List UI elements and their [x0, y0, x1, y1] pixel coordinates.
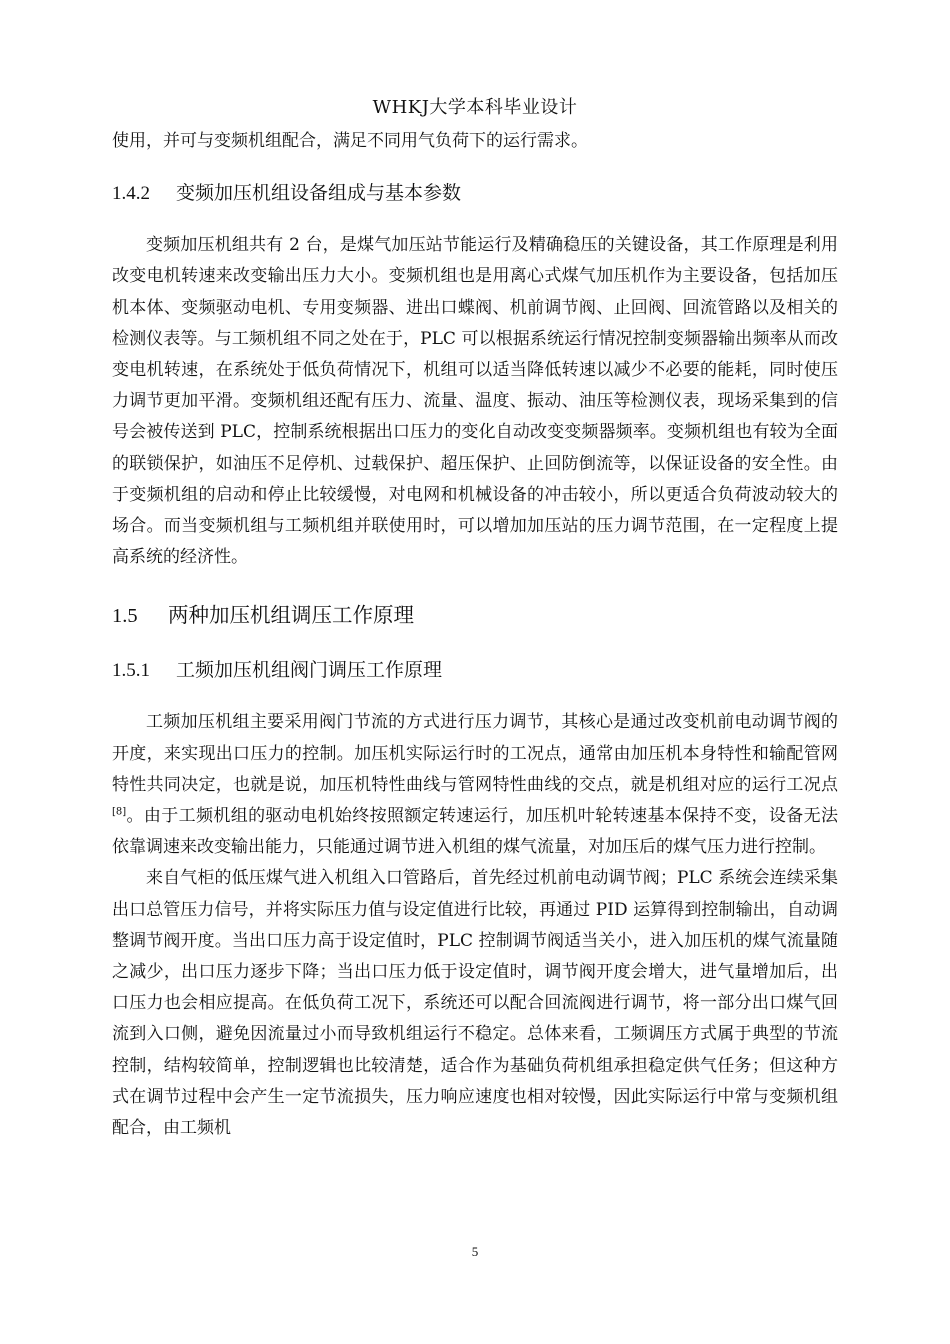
section-heading-1-4-2 [112, 178, 838, 209]
paragraph-text: 。由于工频机组的驱动电机始终按照额定转速运行，加压机叶轮转速基本保持不变，设备无法依靠调速来改变输出能力，只能通过调节进入机组的煤气流量，对加压后的煤气压力进行控制。 [112, 806, 838, 858]
section-heading-1-5-1 [112, 655, 838, 686]
page-number: 5 [471, 1244, 479, 1259]
page-header: WHKJ大学本科毕业设计 [372, 97, 578, 118]
document-body [112, 126, 838, 1144]
paragraph-1-4-2: 变频加压机组共有 2 台，是煤气加压站节能运行及精确稳压的关键设备，其工作原理是利用改变电机转速来改变输出压力大小。变频机组也是用离心式煤气加压机作为主要设备，包括加压机本体、变频驱动电机、专用变频器、进出口蝶阀、机前调节阀、止回阀、回流管路以及相关的检测仪表等。与工频机组不同之处在于，PLC 可以根据系统运行情况控制变频器输出频率从而改变电机转速，在系统处于低负荷情况下，机组可以适当降低转速以减少不必要的能耗，同时使压力调节更加平滑。变频机组还配有压力、流量、温度、振动、油压等检测仪表，现场采集到的信号会被传送到 PLC，控制系统根据出口压力的变化自动改变变频器频率。变频机组也有较为全面的联锁保护，如油压不足停机、过载保护、超压保护、止回防倒流等，以保证设备的安全性。由于变频机组的启动和停止比较缓慢，对电网和机械设备的冲击较小，所以更适合负荷波动较大的场合。而当变频机组与工频机组并联使用时，可以增加加压站的压力调节范围，在一定程度上提高系统的经济性。 [112, 235, 838, 568]
section-heading-1-5 [112, 599, 838, 632]
section-title: 工频加压机组阀门调压工作原理 [176, 659, 443, 682]
section-number: 1.5.1 [112, 660, 150, 682]
paragraph-text: 工频加压机组主要采用阀门节流的方式进行压力调节，其核心是通过改变机前电动调节阀的开度，来实现出口压力的控制。加压机实际运行时的工况点，通常由加压机本身特性和输配管网特性共同决定，也就是说，加压机特性曲线与管网特性曲线的交点，就是机组对应的运行工况点 [112, 712, 838, 795]
section-number: 1.5 [112, 605, 138, 628]
section-title: 变频加压机组设备组成与基本参数 [176, 182, 462, 205]
section-number: 1.4.2 [112, 183, 150, 205]
citation-ref: [8] [112, 806, 127, 818]
paragraph-1-5-1-a [112, 707, 838, 863]
section-title: 两种加压机组调压工作原理 [168, 603, 414, 628]
intro-paragraph: 使用，并可与变频机组配合，满足不同用气负荷下的运行需求。 [112, 131, 588, 151]
paragraph-1-5-1-b: 来自气柜的低压煤气进入机组入口管路后，首先经过机前电动调节阀；PLC 系统会连续采集出口总管压力信号，并将实际压力值与设定值进行比较，再通过 PID 运算得到控制输出，自动调整调节阀开度。当出口压力高于设定值时，PLC 控制调节阀适当关小，进入加压机的煤气流量随之减少，出口压力逐步下降；当出口压力低于设定值时，调节阀开度会增大，进气量增加后，出口压力也会相应提高。在低负荷工况下，系统还可以配合回流阀进行调节，将一部分出口煤气回流到入口侧，避免因流量过小而导致机组运行不稳定。总体来看，工频调压方式属于典型的节流控制，结构较简单，控制逻辑也比较清楚，适合作为基础负荷机组承担稳定供气任务；但这种方式在调节过程中会产生一定节流损失，压力响应速度也相对较慢，因此实际运行中常与变频机组配合，由工频机 [112, 868, 838, 1139]
